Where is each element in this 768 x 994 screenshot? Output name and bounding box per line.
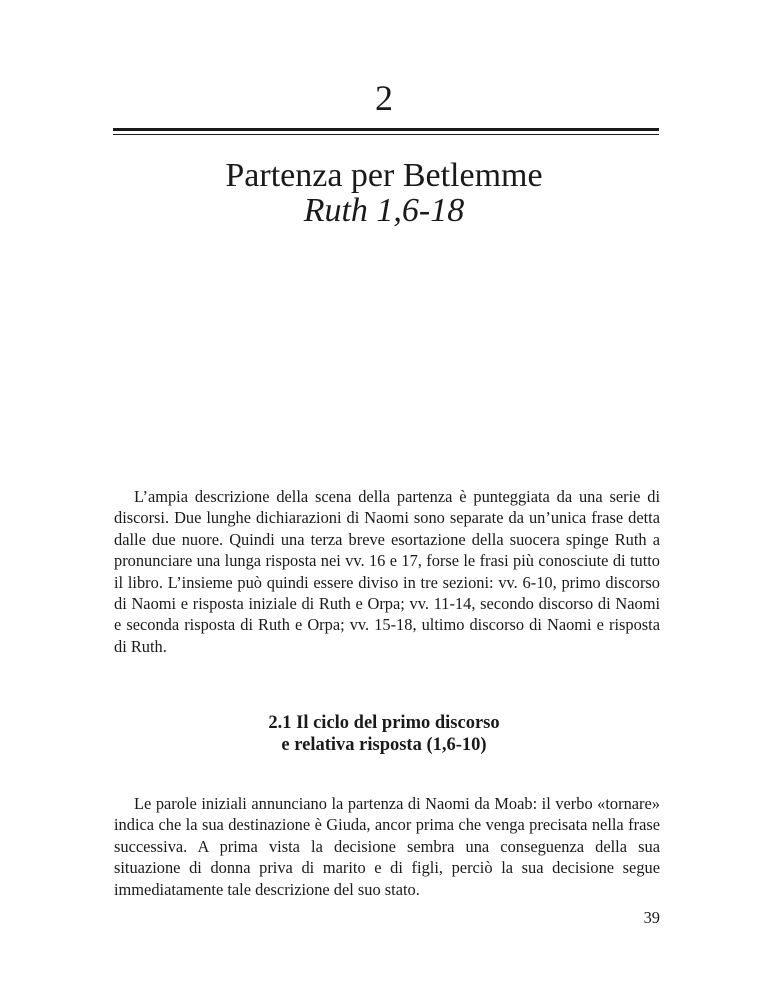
intro-paragraph: L’ampia descrizione della scena della partenza è punteggiata da una serie di discorsi. Due lunghe dichiarazioni di Naomi sono separate da un’unica frase detta dalle due nuore. Quindi una terza breve esortazione della suocera spinge Ruth a pronunciare una lunga risposta nei vv. 16 e 17, forse le frasi più conosciute di tutto il libro. L’insieme può quindi essere diviso in tre sezioni: vv. 6-10, primo discorso di Naomi e risposta iniziale di Ruth e Orpa; vv. 11-14, secondo discorso di Naomi e seconda risposta di Ruth e Orpa; vv. 15-18, ultimo discorso di Naomi e risposta di Ruth. <box>114 487 660 656</box>
section-heading-line-2: e relativa risposta (1,6-10) <box>281 735 487 755</box>
body-paragraph: Le parole iniziali annunciano la partenza di Naomi da Moab: il verbo «tornare» indica che la sua destinazione è Giuda, ancor prima che venga precisata nella frase successiva. A prima vista la decisione sembra una conseguenza della sua situazione di donna priva di marito e di figli, perciò la sua decisione segue immediatamente tale descrizione del suo stato. <box>114 794 660 899</box>
section-heading <box>0 712 768 756</box>
page-number: 39 <box>643 908 660 927</box>
section-heading-line-1: 2.1 Il ciclo del primo discorso <box>268 713 500 733</box>
chapter-subtitle: Ruth 1,6-18 <box>303 192 465 229</box>
chapter-title: Partenza per Betlemme <box>225 157 543 194</box>
chapter-rule-thin <box>113 134 659 135</box>
chapter-rule-thick <box>113 128 659 131</box>
chapter-number: 2 <box>375 78 393 118</box>
